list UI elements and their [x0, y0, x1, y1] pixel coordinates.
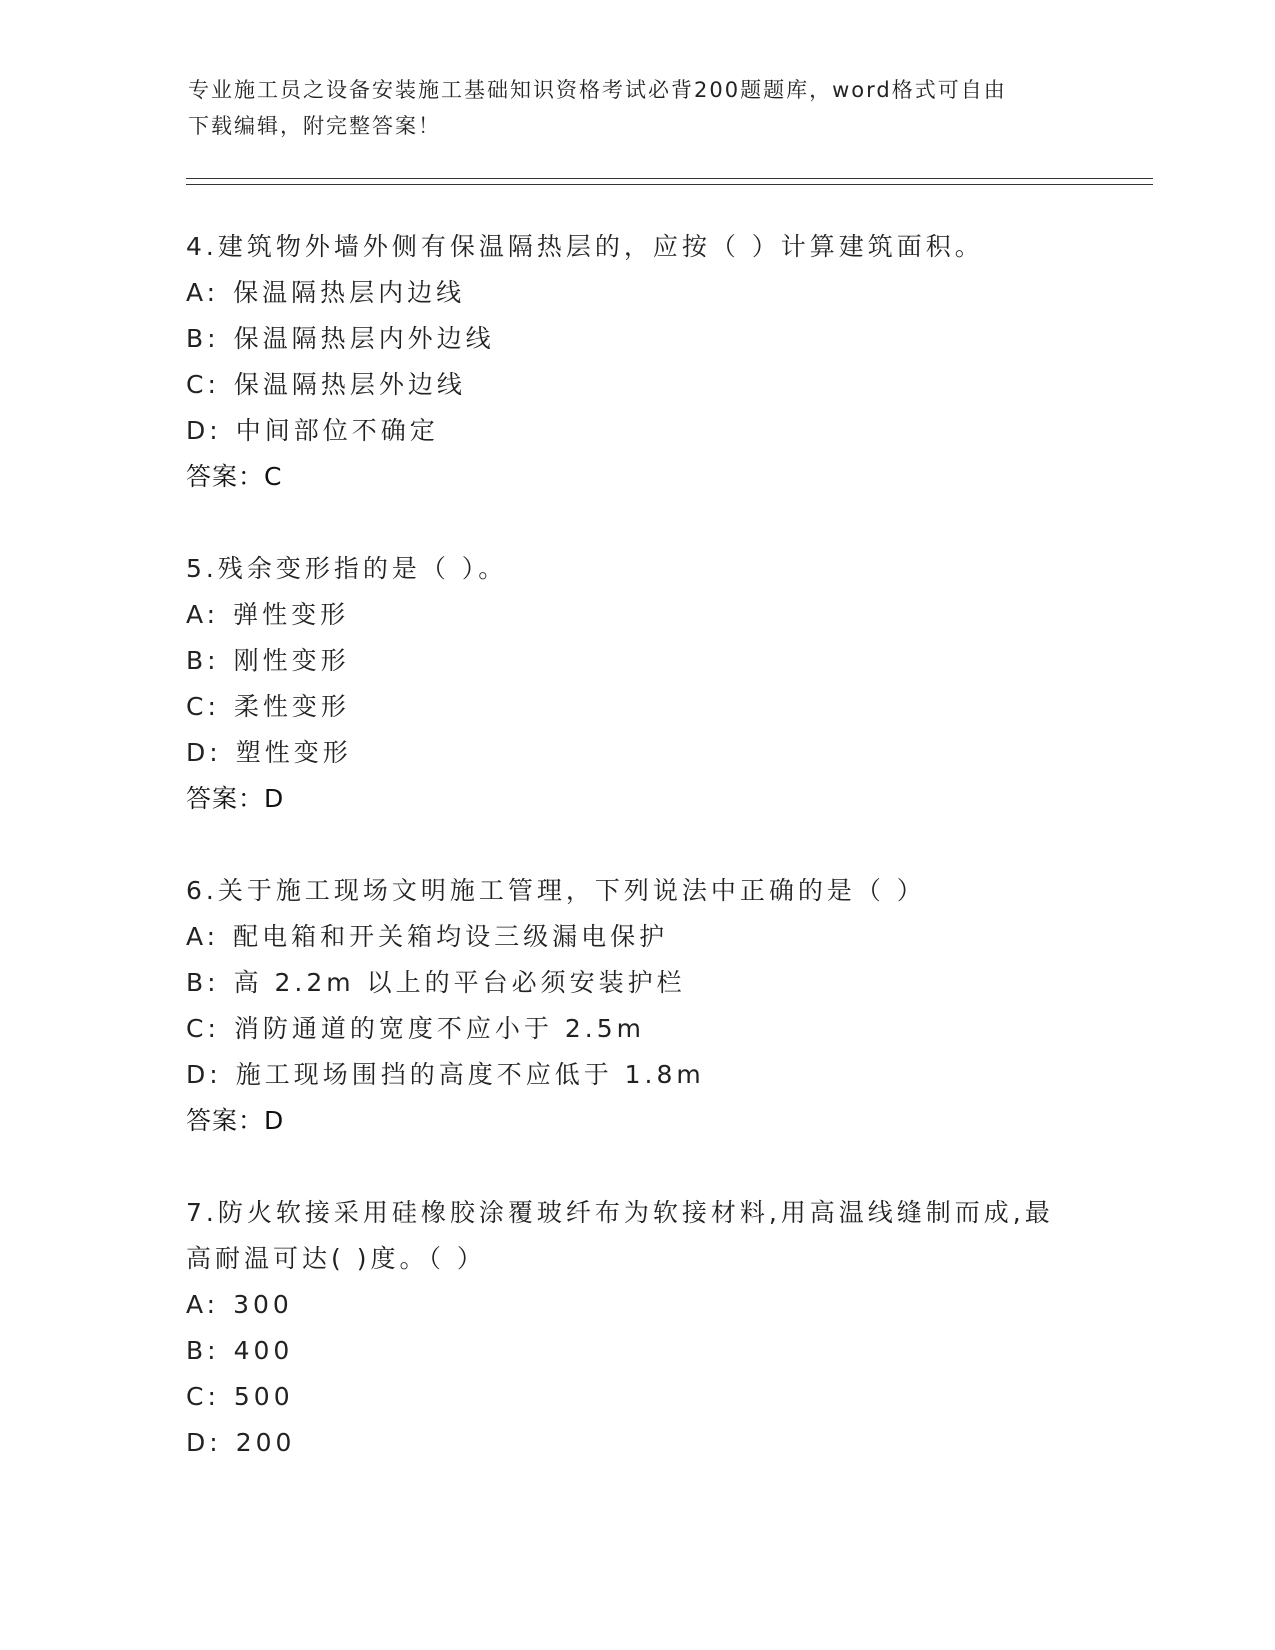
option-a — [186, 1282, 1086, 1328]
header-divider — [186, 178, 1153, 185]
option-d — [186, 730, 1086, 776]
option-text: 刚性变形 — [233, 646, 350, 675]
option-letter: C: — [186, 1382, 220, 1411]
question-6 — [186, 868, 1086, 1144]
option-letter: A: — [186, 1290, 220, 1319]
option-letter: D: — [186, 738, 222, 767]
option-letter: C: — [186, 1014, 220, 1043]
option-letter: B: — [186, 968, 220, 997]
option-text: 200 — [235, 1428, 296, 1457]
option-d — [186, 1420, 1086, 1466]
option-a — [186, 592, 1086, 638]
question-stem: 4.建筑物外墙外侧有保温隔热层的，应按（ ）计算建筑面积。 — [186, 232, 984, 261]
answer-text: 答案：D — [186, 1106, 285, 1135]
option-b — [186, 638, 1086, 684]
option-text: 高 2.2m 以上的平台必须安装护栏 — [233, 968, 686, 997]
option-letter: A: — [186, 600, 220, 629]
question-stem-line-2: 高耐温可达( )度。（ ） — [186, 1244, 486, 1273]
question-stem-line-1: 7.防火软接采用硅橡胶涂覆玻纤布为软接材料,用高温线缝制而成,最 — [186, 1198, 1054, 1227]
answer-text: 答案：C — [186, 462, 283, 491]
option-a — [186, 914, 1086, 960]
option-b — [186, 960, 1086, 1006]
option-letter: A: — [186, 922, 220, 951]
option-text: 施工现场围挡的高度不应低于 1.8m — [235, 1060, 705, 1089]
question-4 — [186, 224, 1086, 500]
option-c — [186, 1374, 1086, 1420]
option-text: 中间部位不确定 — [235, 416, 439, 445]
option-text: 400 — [233, 1336, 294, 1365]
document-header — [188, 72, 1088, 144]
option-letter: D: — [186, 416, 222, 445]
option-c — [186, 684, 1086, 730]
option-letter: C: — [186, 692, 220, 721]
option-c — [186, 362, 1086, 408]
option-text: 500 — [233, 1382, 294, 1411]
option-letter: B: — [186, 324, 220, 353]
option-letter: D: — [186, 1060, 222, 1089]
option-b — [186, 316, 1086, 362]
option-text: 保温隔热层内边线 — [233, 278, 466, 307]
option-d — [186, 1052, 1086, 1098]
option-text: 保温隔热层外边线 — [233, 370, 466, 399]
header-title-line-1: 专业施工员之设备安装施工基础知识资格考试必背200题题库，word格式可自由 — [188, 78, 1007, 102]
option-b — [186, 1328, 1086, 1374]
option-d — [186, 408, 1086, 454]
option-text: 300 — [233, 1290, 293, 1319]
question-stem: 5.残余变形指的是（ ）。 — [186, 554, 508, 583]
option-letter: D: — [186, 1428, 222, 1457]
option-text: 弹性变形 — [233, 600, 350, 629]
question-7 — [186, 1190, 1086, 1466]
option-text: 塑性变形 — [235, 738, 352, 767]
header-title-line-2: 下载编辑，附完整答案！ — [188, 114, 441, 138]
option-text: 消防通道的宽度不应小于 2.5m — [233, 1014, 645, 1043]
option-text: 保温隔热层内外边线 — [233, 324, 495, 353]
option-c — [186, 1006, 1086, 1052]
answer-text: 答案：D — [186, 784, 285, 813]
question-stem: 6.关于施工现场文明施工管理，下列说法中正确的是（ ） — [186, 876, 926, 905]
option-letter: B: — [186, 1336, 220, 1365]
option-letter: C: — [186, 370, 220, 399]
option-text: 配电箱和开关箱均设三级漏电保护 — [233, 922, 669, 951]
option-text: 柔性变形 — [233, 692, 350, 721]
option-letter: A: — [186, 278, 220, 307]
option-letter: B: — [186, 646, 220, 675]
question-5 — [186, 546, 1086, 822]
option-a — [186, 270, 1086, 316]
